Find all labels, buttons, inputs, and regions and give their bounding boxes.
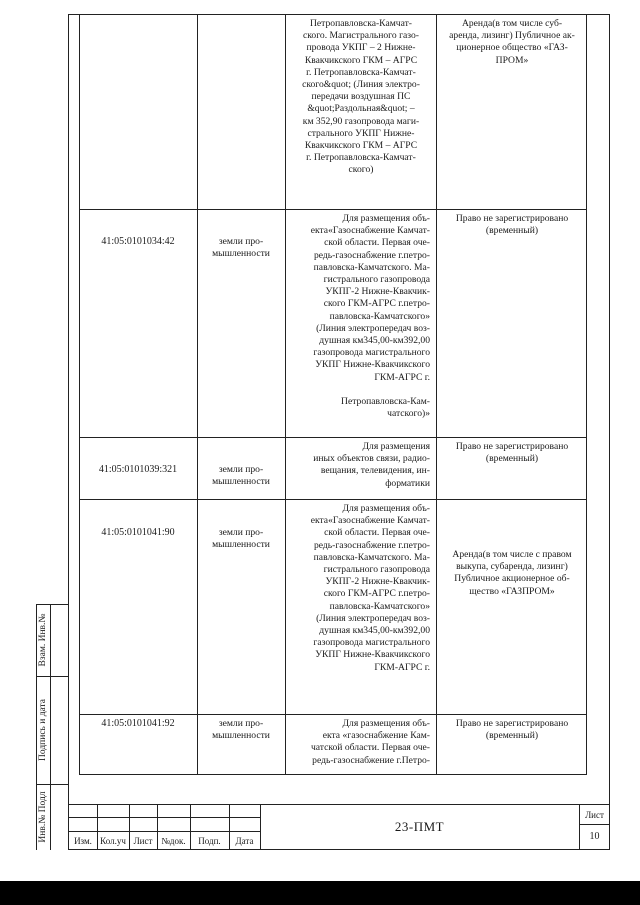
side-stamp-podpis-data: Подпись и дата <box>38 699 48 762</box>
title-block-data: Дата <box>235 836 254 846</box>
title-block-izm: Изм. <box>74 836 92 846</box>
table-cell-cadastral-number: 41:05:0101039:321 <box>98 464 178 475</box>
table-cell-cadastral-number: 41:05:0101034:42 <box>101 236 175 247</box>
table-cell-right: Аренда(в том числе суб- аренда, лизинг) Публичное ак- ционерное общество «ГАЗ- ПРОМ» <box>449 18 575 66</box>
table-cell-purpose: Для размещения иных объектов связи, радио- вещания, телевидения, ин- форматики <box>313 441 430 489</box>
table-cell-purpose: Петропавловска-Камчат- ского. Магистрального газо- провода УКПГ – 2 Нижне- Квакчикского ГКМ – АГРС г. Петропавловска-Камчат- ского&quot; (Линия электро- передачи воздушная ПС &quot;Раздольная&quot; – км 352,90 газопровода маги- стрального УКПГ Нижне- Квакчикского ГКМ – АГРС г. Петропавловска-Камчат- ского) <box>302 18 420 176</box>
table-cell-cadastral-number: 41:05:0101041:90 <box>101 527 175 538</box>
title-block-top-line <box>68 804 610 805</box>
table-cell-right: Аренда(в том числе с правом выкупа, субаренда, лизинг) Публичное акционерное об- щество «ГАЗПРОМ» <box>452 549 572 597</box>
table-col-divider-4 <box>586 14 587 774</box>
title-block-podp: Подп. <box>198 836 221 846</box>
table-bottom-line <box>79 774 587 775</box>
side-stamp-vzam-inv: Взам. Инв.№ <box>38 613 48 667</box>
table-cell-purpose: Для размещения объ- екта«Газоснабжение Камчат- ской области. Первая оче- редь-газоснабжение г.петро- павловска-Камчатского. Ма- гистрального газопровода УКПГ-2 Нижне-Квакчик- ского ГКМ-АГРС г.петро- павловска-Камчатского» (Линия электропередач воз- душная км345,00-км392,00 газопровода магистрального УКПГ Нижне-Квакчикского ГКМ-АГРС г. <box>310 503 430 673</box>
title-block-list: Лист <box>133 836 153 846</box>
table-cell-land-category: земли про- мышленности <box>212 464 270 488</box>
title-block-n-dok: №док. <box>161 836 186 846</box>
sheet-number: 10 <box>589 831 600 842</box>
scan-edge-band <box>0 881 640 905</box>
side-stamp-mid-line <box>50 604 51 850</box>
table-cell-cadastral-number: 41:05:0101041:92 <box>101 718 175 729</box>
table-cell-land-category: земли про- мышленности <box>212 718 270 742</box>
title-block-kol-uch: Кол.уч <box>100 836 126 846</box>
table-cell-land-category: земли про- мышленности <box>212 527 270 551</box>
table-cell-right: Право не зарегистрировано (временный) <box>455 213 569 237</box>
table-cell-right: Право не зарегистрировано (временный) <box>455 718 569 742</box>
table-cell-purpose: Для размещения объ- екта «газоснабжение Кам- чатской области. Первая оче- редь-газоснабжение г.Петро- <box>310 718 430 766</box>
table-row-divider-3 <box>79 499 587 500</box>
table-row-divider-2 <box>79 437 587 438</box>
table-col-divider-3 <box>436 14 437 774</box>
document-code: 23-ПМТ <box>394 819 445 834</box>
table-col-divider-2 <box>285 14 286 774</box>
table-cell-land-category: земли про- мышленности <box>212 236 270 260</box>
table-cell-purpose: Для размещения объ- екта«Газоснабжение Камчат- ской области. Первая оче- редь-газоснабжение г.петро- павловска-Камчатского. Ма- гистрального газопровода УКПГ-2 Нижне-Квакчик- ского ГКМ-АГРС г.петро- павловска-Камчатского» (Линия электропередач воз- душная км345,00-км392,00 газопровода магистрального УКПГ Нижне-Квакчикского ГКМ-АГРС г. Петропавловска-Кам- чатского)» <box>310 213 430 420</box>
table-row-divider-4 <box>79 714 587 715</box>
table-left-line <box>79 14 80 774</box>
side-stamp-inv-podl: Инв.№ Подл <box>38 791 48 843</box>
table-row-divider-1 <box>79 209 587 210</box>
table-cell-right: Право не зарегистрировано (временный) <box>455 441 569 465</box>
sheet-label: Лист <box>585 810 604 820</box>
title-block-sheet-divider <box>579 824 610 825</box>
table-col-divider-1 <box>197 14 198 774</box>
